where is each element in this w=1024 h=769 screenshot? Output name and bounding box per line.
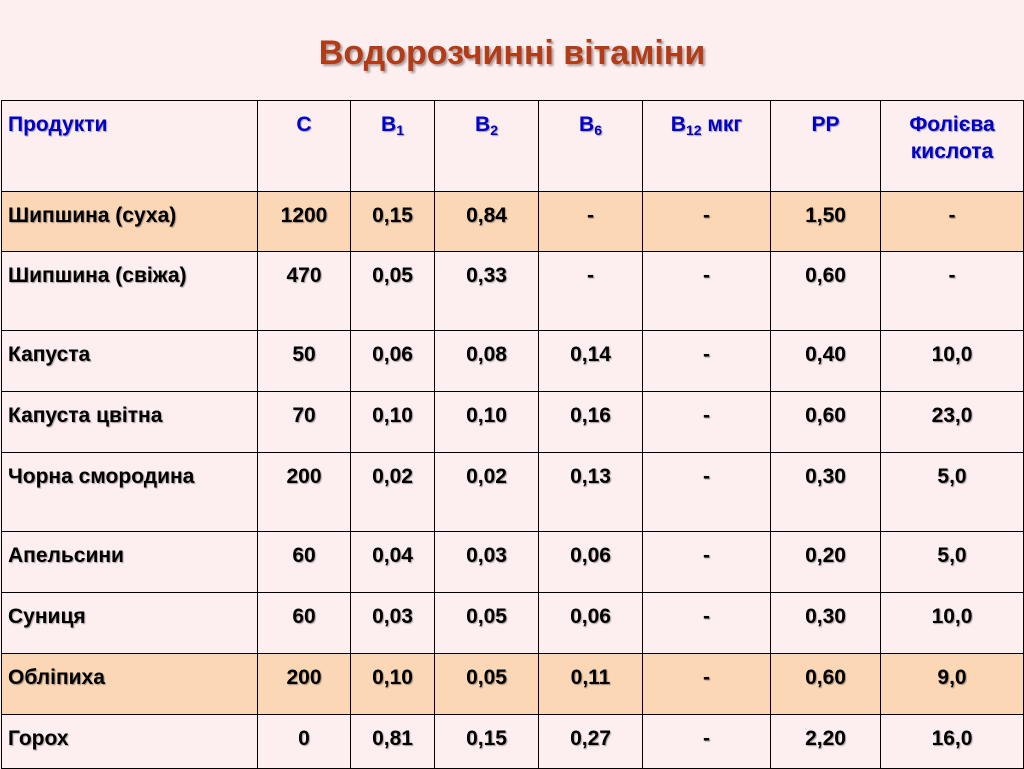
header-b12: $В_{12}$ мкг (643, 101, 771, 192)
cell-b6: 0,14 (539, 331, 643, 392)
cell-pp: 0,60 (771, 654, 881, 715)
header-c: С (258, 101, 351, 192)
cell-b1: 0,05 (351, 252, 435, 331)
cell-product: Обліпиха (2, 654, 258, 715)
cell-pp: 0,40 (771, 331, 881, 392)
cell-b2: 0,08 (435, 331, 539, 392)
vitamins-table (1, 100, 1024, 769)
cell-b12: - (643, 331, 771, 392)
cell-b2: 0,15 (435, 715, 539, 769)
cell-b1: 0,10 (351, 654, 435, 715)
cell-b12: - (643, 192, 771, 252)
cell-b6: 0,06 (539, 532, 643, 593)
cell-folic: 5,0 (881, 532, 1024, 593)
table-row (2, 715, 1024, 769)
header-b6: $В_6$ (539, 101, 643, 192)
cell-b1: 0,06 (351, 331, 435, 392)
header-b2: $В_2$ (435, 101, 539, 192)
cell-b6: - (539, 192, 643, 252)
cell-b6: 0,06 (539, 593, 643, 654)
cell-b12: - (643, 252, 771, 331)
cell-b12: - (643, 654, 771, 715)
cell-folic: 5,0 (881, 453, 1024, 532)
cell-product: Апельсини (2, 532, 258, 593)
table-row (2, 453, 1024, 532)
cell-b2: 0,05 (435, 654, 539, 715)
cell-b1: 0,15 (351, 192, 435, 252)
cell-c: 470 (258, 252, 351, 331)
header-product: Продукти (2, 101, 258, 192)
cell-c: 1200 (258, 192, 351, 252)
cell-product: Чорна смородина (2, 453, 258, 532)
slide-title: Водорозчинні вітаміни (318, 34, 706, 72)
cell-folic: 16,0 (881, 715, 1024, 769)
cell-c: 200 (258, 453, 351, 532)
cell-b6: - (539, 252, 643, 331)
cell-folic: 9,0 (881, 654, 1024, 715)
cell-folic: - (881, 192, 1024, 252)
cell-b12: - (643, 593, 771, 654)
cell-b6: 0,16 (539, 392, 643, 453)
cell-b1: 0,03 (351, 593, 435, 654)
cell-b12: - (643, 392, 771, 453)
table-row (2, 192, 1024, 252)
cell-b2: 0,03 (435, 532, 539, 593)
cell-c: 60 (258, 532, 351, 593)
cell-b2: 0,02 (435, 453, 539, 532)
cell-product: Шипшина (суха) (2, 192, 258, 252)
cell-c: 50 (258, 331, 351, 392)
cell-pp: 0,30 (771, 593, 881, 654)
cell-b2: 0,05 (435, 593, 539, 654)
cell-b12: - (643, 532, 771, 593)
table-row (2, 654, 1024, 715)
cell-c: 60 (258, 593, 351, 654)
cell-b6: 0,27 (539, 715, 643, 769)
cell-b1: 0,81 (351, 715, 435, 769)
cell-pp: 0,60 (771, 392, 881, 453)
cell-pp: 0,60 (771, 252, 881, 331)
table-row (2, 593, 1024, 654)
cell-product: Горох (2, 715, 258, 769)
cell-folic: - (881, 252, 1024, 331)
cell-product: Шипшина (свіжа) (2, 252, 258, 331)
cell-product: Суниця (2, 593, 258, 654)
table-row (2, 252, 1024, 331)
cell-b1: 0,02 (351, 453, 435, 532)
cell-c: 200 (258, 654, 351, 715)
cell-b1: 0,10 (351, 392, 435, 453)
table-row (2, 532, 1024, 593)
cell-b6: 0,13 (539, 453, 643, 532)
cell-b1: 0,04 (351, 532, 435, 593)
cell-pp: 2,20 (771, 715, 881, 769)
cell-product: Капуста цвітна (2, 392, 258, 453)
cell-folic: 10,0 (881, 331, 1024, 392)
cell-c: 70 (258, 392, 351, 453)
cell-b6: 0,11 (539, 654, 643, 715)
cell-product: Капуста (2, 331, 258, 392)
header-row (2, 101, 1024, 192)
cell-b2: 0,84 (435, 192, 539, 252)
table-body (2, 192, 1024, 769)
table-row (2, 392, 1024, 453)
cell-pp: 0,30 (771, 453, 881, 532)
header-b1: $В_1$ (351, 101, 435, 192)
cell-b2: 0,10 (435, 392, 539, 453)
cell-pp: 0,20 (771, 532, 881, 593)
table-row (2, 331, 1024, 392)
cell-b2: 0,33 (435, 252, 539, 331)
cell-b12: - (643, 453, 771, 532)
cell-c: 0 (258, 715, 351, 769)
cell-b12: - (643, 715, 771, 769)
cell-pp: 1,50 (771, 192, 881, 252)
cell-folic: 23,0 (881, 392, 1024, 453)
header-folic: Фолієва кислота (881, 101, 1024, 192)
header-pp: РР (771, 101, 881, 192)
cell-folic: 10,0 (881, 593, 1024, 654)
